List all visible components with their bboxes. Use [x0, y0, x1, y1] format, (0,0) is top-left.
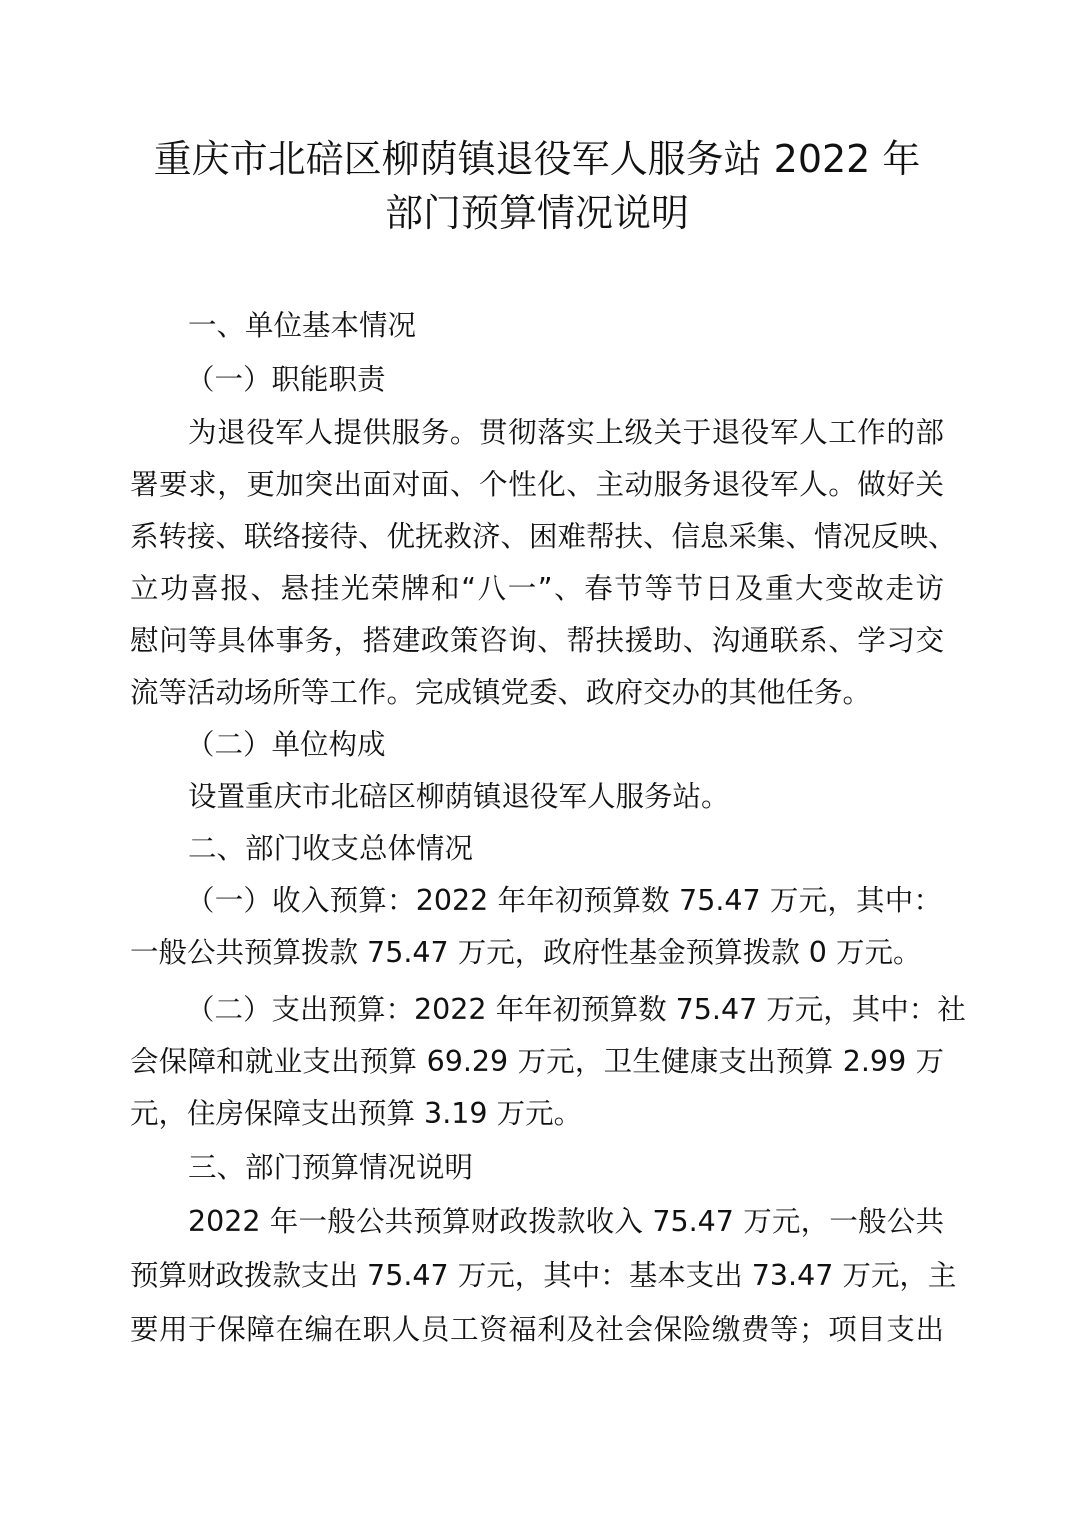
paragraph-line: （一）收入预算：2022 年年初预算数 75.47 万元，其中： [186, 884, 942, 917]
paragraph-line: 2022 年一般公共预算财政拨款收入 75.47 万元，一般公共 [188, 1205, 944, 1238]
paragraph-line: 预算财政拨款支出 75.47 万元，其中：基本支出 73.47 万元，主 [130, 1259, 957, 1292]
paragraph-line: 慰问等具体事务，搭建政策咨询、帮扶援助、沟通联系、学习交 [130, 624, 944, 657]
paragraph-line: 元，住房保障支出预算 3.19 万元。 [130, 1097, 583, 1130]
paragraph-line: 立功喜报、悬挂光荣牌和“八一”、春节等节日及重大变故走访 [130, 572, 944, 605]
section-heading-basic-info: 一、单位基本情况 [188, 309, 417, 342]
section-heading-budget-explanation: 三、部门预算情况说明 [188, 1151, 474, 1184]
paragraph-line: （二）支出预算：2022 年年初预算数 75.47 万元，其中：社 [186, 993, 966, 1026]
subsection-heading-composition: （二）单位构成 [186, 728, 386, 761]
document-title-line-1: 重庆市北碚区柳荫镇退役军人服务站 2022 年 [153, 137, 921, 181]
section-heading-overall-budget: 二、部门收支总体情况 [188, 832, 474, 865]
paragraph-line: 署要求，更加突出面对面、个性化、主动服务退役军人。做好关 [130, 468, 944, 501]
paragraph-line: 系转接、联络接待、优抚救济、困难帮扶、信息采集、情况反映、 [130, 520, 957, 553]
paragraph-line: 流等活动场所等工作。完成镇党委、政府交办的其他任务。 [130, 676, 872, 709]
paragraph-line: 为退役军人提供服务。贯彻落实上级关于退役军人工作的部 [188, 416, 944, 449]
subsection-heading-duties: （一）职能职责 [186, 363, 386, 396]
document-title-line-2: 部门预算情况说明 [384, 191, 689, 235]
paragraph-line: 一般公共预算拨款 75.47 万元，政府性基金预算拨款 0 万元。 [130, 936, 922, 969]
paragraph-line: 会保障和就业支出预算 69.29 万元，卫生健康支出预算 2.99 万 [130, 1045, 944, 1078]
paragraph-line: 设置重庆市北碚区柳荫镇退役军人服务站。 [188, 780, 730, 813]
paragraph-line: 要用于保障在编在职人员工资福利及社会保险缴费等；项目支出 [130, 1313, 944, 1346]
